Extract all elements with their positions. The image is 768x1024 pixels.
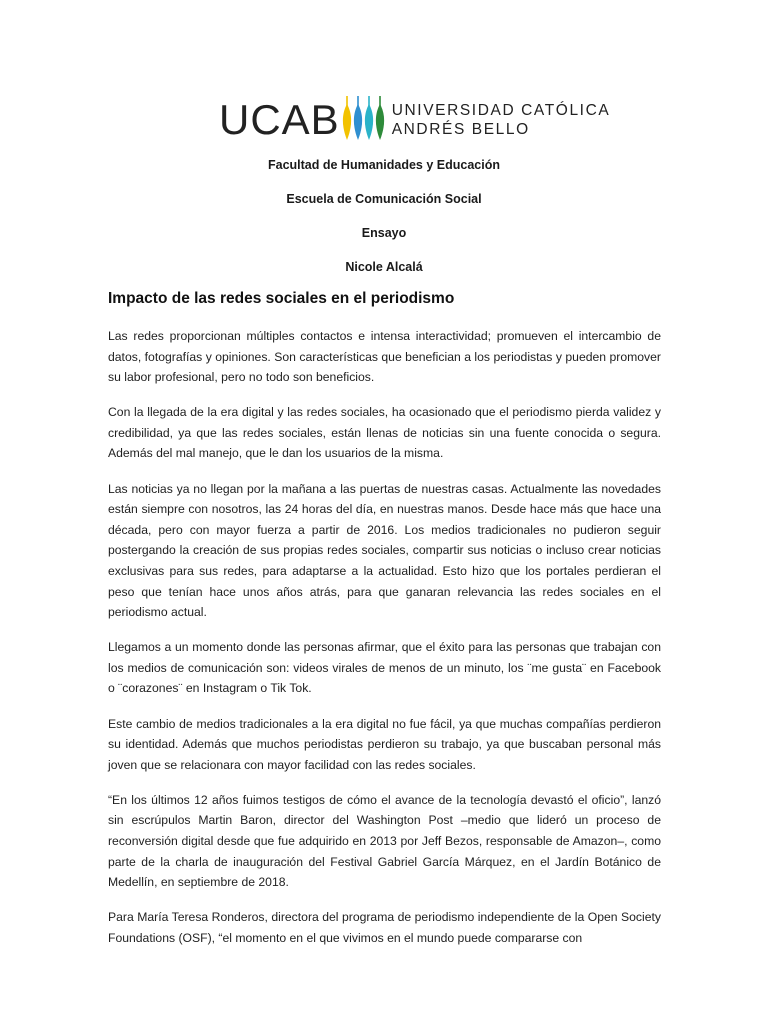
document-type: Ensayo [361, 226, 407, 240]
logo-drop [343, 104, 351, 140]
logo-drop [365, 104, 373, 140]
logo-drop [354, 104, 362, 140]
paragraph: Con la llegada de la era digital y las redes sociales, ha ocasionado que el periodismo pierda validez y credibilidad, ya que las redes sociales, están llenas de noticias sin una fuente conocida o segura. Además del mal manejo, que le dan los usuarios de la misma. [108, 405, 661, 461]
author-name: Nicole Alcalá [345, 260, 423, 274]
logo-university-name [392, 101, 611, 139]
university-logo [219, 92, 610, 148]
logo-name-line1: UNIVERSIDAD CATÓLICA [391, 102, 611, 119]
paragraph: Este cambio de medios tradicionales a la era digital no fue fácil, ya que muchas compañías perdieron su identidad. Además que muchos periodistas perdieron su trabajo, ya que buscaban personal más joven que se relacionara con mayor facilidad con las redes sociales. [108, 716, 661, 772]
logo-drop [376, 104, 384, 140]
essay-title: Impacto de las redes sociales en el periodismo [108, 290, 455, 307]
paragraph: Las redes proporcionan múltiples contactos e intensa interactividad; promueven el intercambio de datos, fotografías y opiniones. Son características que benefician a los periodistas y pueden promover su labor profesional, pero no todo son beneficios. [108, 329, 661, 385]
essay-body [108, 326, 661, 963]
logo-name-line2: ANDRÉS BELLO [391, 121, 530, 138]
paragraph: “En los últimos 12 años fuimos testigos de cómo el avance de la tecnología devastó el oficio”, lanzó sin escrúpulos Martin Baron, director del Washington Post –medio que lideró un proceso de reconversión digital desde que fue adquirido en 2013 por Jeff Bezos, responsable de Amazon–, como parte de la charla de inauguración del Festival Gabriel García Márquez, en el Jardín Botánico de Medellín, en septiembre de 2018. [108, 792, 661, 890]
paragraph: Las noticias ya no llegan por la mañana a las puertas de nuestras casas. Actualmente las novedades están siempre con nosotros, las 24 horas del día, en nuestras manos. Desde hace más que hace una década, pero con mayor fuerza a partir de 2016. Los medios tradicionales no pudieron seguir postergando la creación de sus propias redes sociales, compartir sus noticias o incluso crear noticias exclusivas para sus redes, para adaptarse a la actualidad. Esto hizo que los portales perdieran el peso que tenían hace unos años atrás, para que ganaran relevancia las redes sociales en el periodismo actual. [108, 481, 661, 620]
paragraph: Llegamos a un momento donde las personas afirmar, que el éxito para las personas que trabajan con los medios de comunicación son: videos virales de menos de un minuto, los ¨me gusta¨ en Facebook o ¨corazones¨ en Instagram o Tik Tok. [108, 640, 661, 696]
logo-drops-icon [342, 96, 386, 144]
paragraph: Para María Teresa Ronderos, directora del programa de periodismo independiente de la Open Society Foundations (OSF), “el momento en el que vivimos en el mundo puede compararse con [108, 910, 661, 945]
logo-wordmark: UCAB [219, 96, 340, 143]
faculty-heading: Facultad de Humanidades y Educación [267, 158, 500, 172]
school-heading: Escuela de Comunicación Social [286, 192, 482, 206]
logo-drops-graphic [342, 96, 386, 144]
